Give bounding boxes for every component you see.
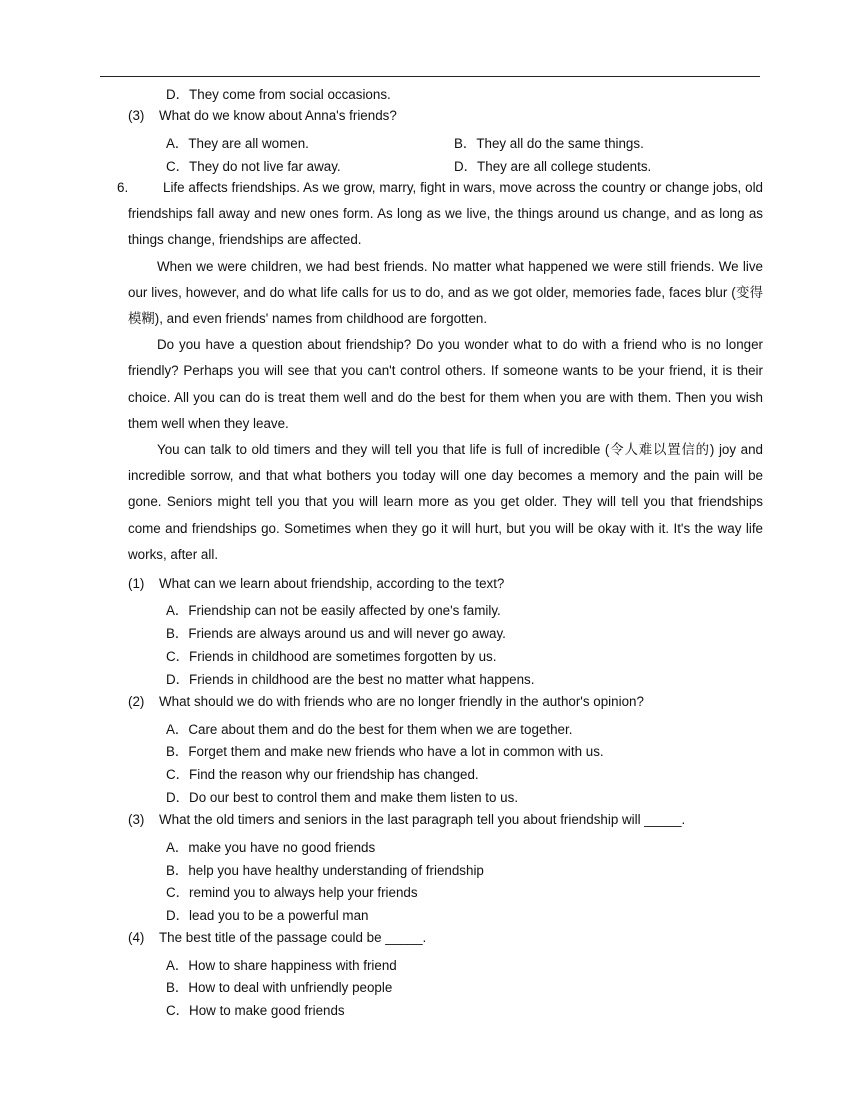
option-a: A．Friendship can not be easily affected by one's family. — [166, 603, 501, 618]
header-rule — [100, 76, 760, 77]
option-a: A．How to share happiness with friend — [166, 958, 397, 973]
option-c: C．Find the reason why our friendship has changed. — [166, 767, 479, 782]
option-a: A．make you have no good friends — [166, 840, 376, 855]
prev-option-b: B．They all do the same things. — [454, 136, 644, 151]
option-b: B．Friends are always around us and will never go away. — [166, 626, 506, 641]
question-number: (3) — [128, 812, 145, 827]
question-number: (2) — [128, 694, 145, 709]
question-number: (4) — [128, 930, 145, 945]
passage-number: 6. — [117, 180, 129, 195]
passage-paragraph: You can talk to old timers and they will tell you that life is full of incredible (令人难以置信的) joy and incredible sorrow, and that what bothers you today will one day becomes a memory and the pain will be gone. Seniors might tell you that you will learn more as you get older. They will tell you that friendships come and friendships go. Sometimes when they go it will hurt, but you will be okay with it. It's the way life works, after all. — [128, 442, 763, 562]
option-d: D．Do our best to control them and make them listen to us. — [166, 790, 519, 805]
passage-paragraph: Do you have a question about friendship? Do you wonder what to do with a friend who is no longer friendly? Perhaps you will see that you can't control others. If someone wants to be your friend, it is their choice. All you can do is treat them well and do the best for them when you are with them. Then you wish them well when they leave. — [128, 337, 763, 431]
passage-body — [128, 175, 763, 568]
option-d: D．Friends in childhood are the best no matter what happens. — [166, 672, 535, 687]
option-c: C．How to make good friends — [166, 1003, 345, 1018]
passage-paragraph: Life affects friendships. As we grow, marry, fight in wars, move across the country or change jobs, old friendships fall away and new ones form. As long as we live, the things around us change, and as long as things change, friendships are affected. — [128, 180, 763, 248]
prev-option-d2: D．They are all college students. — [454, 159, 652, 174]
prev-question-text: What do we know about Anna's friends? — [159, 108, 397, 123]
question-text: What the old timers and seniors in the last paragraph tell you about friendship will _____. — [159, 812, 686, 827]
question-number: (1) — [128, 576, 145, 591]
prev-option-a: A．They are all women. — [166, 136, 309, 151]
option-d: D．lead you to be a powerful man — [166, 908, 369, 923]
option-a: A．Care about them and do the best for them when we are together. — [166, 722, 573, 737]
option-c: C．Friends in childhood are sometimes forgotten by us. — [166, 649, 497, 664]
option-b: B．Forget them and make new friends who have a lot in common with us. — [166, 744, 604, 759]
question-text: What should we do with friends who are no longer friendly in the author's opinion? — [159, 694, 644, 709]
option-b: B．help you have healthy understanding of friendship — [166, 863, 484, 878]
question-text: The best title of the passage could be _____. — [159, 930, 427, 945]
prev-question-number: (3) — [128, 108, 145, 123]
option-c: C．remind you to always help your friends — [166, 885, 418, 900]
prev-option-c: C．They do not live far away. — [166, 159, 341, 174]
passage-paragraph: When we were children, we had best friends. No matter what happened we were still friends. We live our lives, however, and do what life calls for us to do, and as we got older, memories fade, faces blur (变得模糊), and even friends' names from childhood are forgotten. — [128, 258, 763, 327]
option-b: B．How to deal with unfriendly people — [166, 980, 393, 995]
prev-option-d: D．They come from social occasions. — [166, 87, 391, 102]
question-text: What can we learn about friendship, according to the text? — [159, 576, 505, 591]
